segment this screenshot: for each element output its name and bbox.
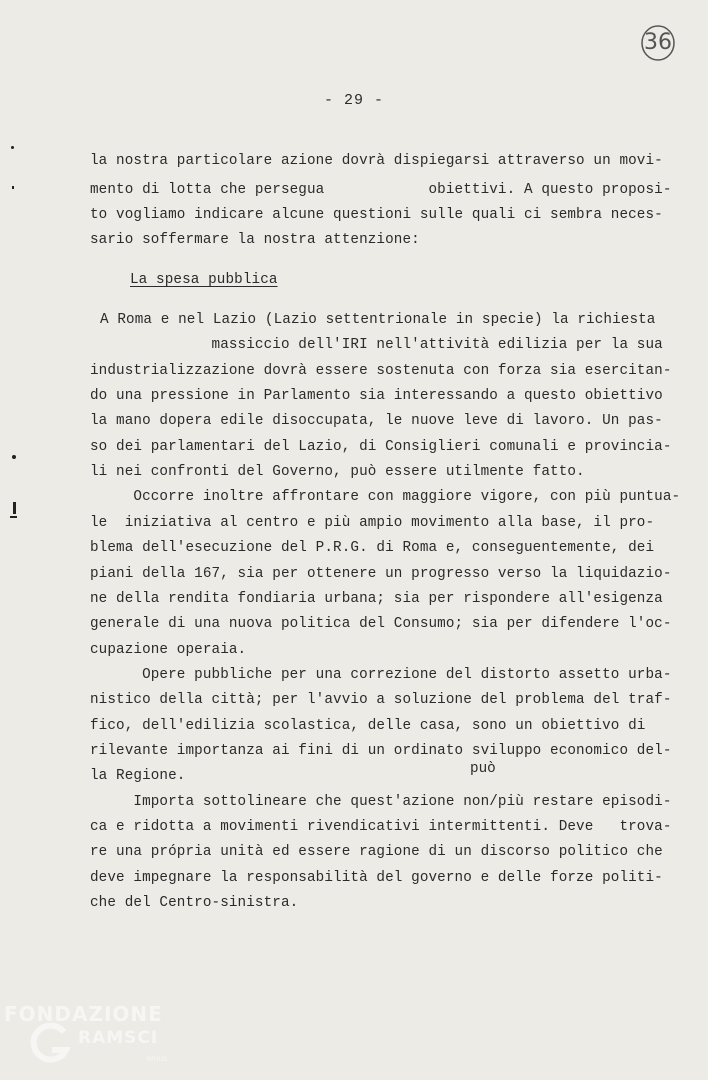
text-line: Opere pubbliche per una correzione del distorto assetto urba- <box>90 666 672 683</box>
watermark-line2: RAMSCI <box>78 1028 159 1048</box>
text-line: Occorre inoltre affrontare con maggiore vigore, con più puntua- <box>90 489 681 506</box>
text-line: cupazione operaia. <box>90 641 247 658</box>
text-line: nistico della città; per l'avvio a soluzione del problema del traf- <box>90 692 672 709</box>
text-line: to vogliamo indicare alcune questioni sulle quali ci sembra neces- <box>90 207 663 223</box>
text-line: che del Centro-sinistra. <box>90 895 299 912</box>
text-line: re una própria unità ed essere ragione di un discorso politico che <box>90 844 663 861</box>
margin-dot <box>11 146 14 149</box>
text-line: generale di una nuova politica del Consumo; sia per difendere l'oc- <box>90 616 672 633</box>
text-line: la Regione. <box>90 768 186 785</box>
text-line: rilevante importanza ai fini di un ordinato sviluppo economico del- <box>90 742 672 759</box>
g-logo-icon <box>28 1022 72 1066</box>
inserted-word: può <box>470 761 496 777</box>
watermark-line1: FONDAZIONE <box>4 1002 163 1026</box>
margin-dash <box>13 502 16 514</box>
page-number: - 29 - <box>323 92 384 109</box>
text-line: massiccio dell'IRI nell'attività edilizia per la sua <box>90 337 663 354</box>
text-line: ca e ridotta a movimenti rivendicativi intermittenti. Deve trova- <box>90 819 672 835</box>
margin-dot <box>12 455 16 459</box>
text-line: sario soffermare la nostra attenzione: <box>90 232 420 248</box>
text-line: so dei parlamentari del Lazio, di Consiglieri comunali e provincia- <box>90 438 672 455</box>
text-line: deve impegnare la responsabilità del governo e delle forze politi- <box>90 869 663 886</box>
section-heading: La spesa pubblica <box>130 272 278 288</box>
margin-dash <box>10 516 17 518</box>
text-line: industrializzazione dovrà essere sostenuta con forza sia esercitan- <box>90 362 672 379</box>
text-line: do una pressione in Parlamento sia interessando a questo obiettivo <box>90 388 663 405</box>
margin-dot <box>12 186 14 189</box>
watermark-line3: onlus <box>146 1054 168 1063</box>
archive-number-stamp <box>640 24 676 62</box>
text-line: la nostra particolare azione dovrà dispiegarsi attraverso un movi- <box>90 153 663 169</box>
text-line: la mano dopera edile disoccupata, le nuove leve di lavoro. Un pas- <box>90 413 663 430</box>
text-line: mento di lotta che persegua obiettivi. A questo proposi- <box>90 182 672 198</box>
text-line: blema dell'esecuzione del P.R.G. di Roma e, conseguentemente, dei <box>90 540 655 557</box>
archive-number: 36 <box>644 30 672 55</box>
text-line: A Roma e nel Lazio (Lazio settentrionale in specie) la richiesta <box>100 312 656 328</box>
text-line: fico, dell'edilizia scolastica, delle casa, sono un obiettivo di <box>90 717 646 734</box>
text-line: ne della rendita fondiaria urbana; sia per rispondere all'esigenza <box>90 590 663 607</box>
text-line: Importa sottolineare che quest'azione non/più restare episodi- <box>90 793 672 810</box>
text-line: le iniziativa al centro e più ampio movimento alla base, il pro- <box>90 514 655 531</box>
text-line: piani della 167, sia per ottenere un progresso verso la liquidazio- <box>90 565 672 582</box>
watermark-logo <box>0 1000 200 1080</box>
text-line: li nei confronti del Governo, può essere utilmente fatto. <box>90 464 585 481</box>
